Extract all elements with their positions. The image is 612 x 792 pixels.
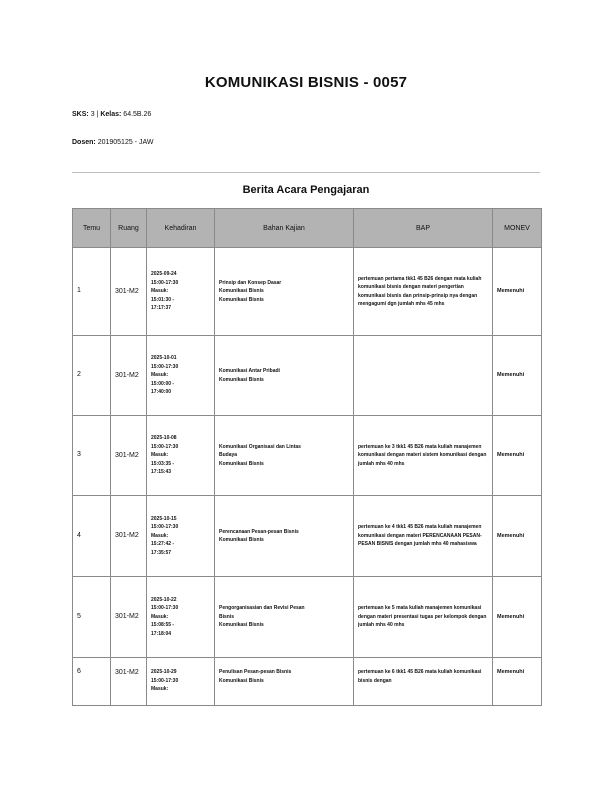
- kehadiran-line: 2025-10-15: [151, 515, 177, 522]
- cell-temu: 5: [73, 577, 111, 658]
- bahan-line: Komunikasi Organisasi dan Lintas: [219, 443, 301, 450]
- dosen-value: 201905125 - JAW: [97, 139, 154, 146]
- header-temu: Temu: [73, 209, 111, 248]
- cell-temu: 4: [73, 496, 111, 577]
- cell-temu: 1: [73, 248, 111, 336]
- cell-kehadiran: [147, 577, 215, 658]
- kehadiran-line: 17:40:00: [151, 389, 172, 396]
- bahan-line: Komunikasi Bisnis: [219, 288, 264, 295]
- cell-temu: 2: [73, 336, 111, 416]
- cell-temu: 6: [73, 658, 111, 706]
- table-row: [73, 336, 542, 416]
- bahan-line: Komunikasi Bisnis: [219, 677, 264, 684]
- cell-kehadiran: [147, 416, 215, 496]
- cell-bap: pertemuan ke 6 tkk1 45 B26 mata kuliah komunikasi bisnis dengan: [354, 658, 493, 706]
- kehadiran-line: 2025-10-01: [151, 355, 177, 362]
- kehadiran-line: Masuk:: [151, 372, 169, 379]
- cell-bap: pertemuan ke 4 tkk1 45 B26 mata kuliah manajemen komunikasi dengan materi PERENCANAAN PESAN-PESAN BISNIS dengan jumlah mhs 40 mahasiswa: [354, 496, 493, 577]
- cell-monev: Memenuhi: [493, 248, 542, 336]
- bahan-line: Budaya: [219, 452, 238, 459]
- kehadiran-line: 15:00-17:30: [151, 279, 179, 286]
- bahan-line: Pengorganisasian dan Revisi Pesan: [219, 605, 305, 612]
- kehadiran-line: Masuk:: [151, 452, 169, 459]
- bahan-line: Perencanaan Pesan-pesan Bisnis: [219, 528, 299, 535]
- cell-monev: Memenuhi: [493, 577, 542, 658]
- kehadiran-line: 17:17:37: [151, 305, 172, 312]
- kehadiran-line: 2025-10-08: [151, 435, 177, 442]
- bahan-line: Komunikasi Bisnis: [219, 296, 264, 303]
- table-row: [73, 658, 542, 706]
- kehadiran-line: 15:00-17:30: [151, 443, 179, 450]
- section-title: Berita Acara Pengajaran: [242, 184, 370, 196]
- kehadiran-line: 15:00-17:30: [151, 605, 179, 612]
- kehadiran-line: Masuk:: [151, 532, 169, 539]
- cell-ruang: 301-M2: [111, 336, 147, 416]
- cell-ruang: 301-M2: [111, 416, 147, 496]
- dosen-label: Dosen:: [72, 139, 96, 146]
- table-row: [73, 577, 542, 658]
- cell-ruang: 301-M2: [111, 248, 147, 336]
- cell-kehadiran: [147, 496, 215, 577]
- cell-monev: Memenuhi: [493, 658, 542, 706]
- bahan-line: Prinsip dan Konsep Dasar: [219, 279, 282, 286]
- kehadiran-line: 15:00-17:30: [151, 524, 179, 531]
- kehadiran-line: Masuk:: [151, 686, 169, 692]
- table-row: [73, 416, 542, 496]
- bahan-line: Komunikasi Bisnis: [219, 622, 264, 629]
- kehadiran-line: 15:00:00 -: [151, 380, 175, 387]
- header-kehadiran: Kehadiran: [147, 209, 215, 248]
- lecturer-meta: [72, 139, 153, 146]
- kelas-label: Kelas:: [100, 111, 122, 118]
- bahan-line: Penulisan Pesan-pesan Bisnis: [219, 669, 292, 675]
- cell-bahan-kajian: [215, 248, 354, 336]
- cell-monev: Memenuhi: [493, 336, 542, 416]
- bahan-line: Komunikasi Bisnis: [219, 460, 264, 467]
- kehadiran-line: 2025-09-24: [151, 271, 177, 278]
- bahan-line: Komunikasi Bisnis: [219, 537, 264, 543]
- bap-table: [72, 208, 542, 706]
- table-header-row: [73, 209, 542, 248]
- kehadiran-line: Masuk:: [151, 613, 169, 620]
- kehadiran-line: 15:03:35 -: [151, 460, 175, 467]
- bahan-line: Bisnis: [219, 613, 235, 620]
- sks-value: 3: [90, 111, 95, 118]
- kehadiran-line: 17:15:43: [151, 469, 172, 476]
- cell-ruang: 301-M2: [111, 577, 147, 658]
- divider: [72, 172, 540, 173]
- kehadiran-line: 15:00-17:30: [151, 677, 179, 684]
- cell-kehadiran: [147, 336, 215, 416]
- cell-monev: Memenuhi: [493, 496, 542, 577]
- header-monev: MONEV: [493, 209, 542, 248]
- cell-bap: pertemuan ke 5 mata kuliah manajemen komunikasi dengan materi presentasi tugas per kelompok dengan jumlah mhs 40 mhs: [354, 577, 493, 658]
- cell-kehadiran: [147, 248, 215, 336]
- cell-bap: pertemuan ke 3 tkk1 45 B26 mata kuliah manajemen komunikasi dengan materi sistem komunikasi dengan jumlah mhs 40 mhs: [354, 416, 493, 496]
- meta-separator: |: [96, 111, 99, 118]
- header-ruang: Ruang: [111, 209, 147, 248]
- kehadiran-line: 17:35:57: [151, 549, 172, 556]
- cell-ruang: 301-M2: [111, 658, 147, 706]
- header-bahan-kajian: Bahan Kajian: [215, 209, 354, 248]
- kehadiran-line: 15:00-17:30: [151, 363, 179, 370]
- cell-bahan-kajian: [215, 577, 354, 658]
- kehadiran-line: 2025-10-29: [151, 669, 177, 675]
- table-row: [73, 248, 542, 336]
- cell-bahan-kajian: [215, 336, 354, 416]
- header-bap: BAP: [354, 209, 493, 248]
- kehadiran-line: 15:08:55 -: [151, 622, 175, 629]
- document-title: KOMUNIKASI BISNIS - 0057: [204, 74, 408, 91]
- kehadiran-line: 2025-10-22: [151, 596, 177, 603]
- bahan-line: Komunikasi Bisnis: [219, 376, 264, 383]
- cell-temu: 3: [73, 416, 111, 496]
- cell-bahan-kajian: [215, 658, 354, 706]
- cell-bap: [354, 336, 493, 416]
- kehadiran-line: Masuk:: [151, 288, 169, 295]
- cell-kehadiran: [147, 658, 215, 706]
- cell-bap: pertemuan pertama tkk1 45 B26 dengan mata kuliah komunikasi bisnis dengan materi pengertian komunikasi bisnis dan prinsip-prinsip nya dengan mengagumi dgn jumlah mhs 45 mhs: [354, 248, 493, 336]
- kehadiran-line: 17:18:04: [151, 630, 172, 637]
- table-row: [73, 496, 542, 577]
- course-meta: [72, 111, 151, 118]
- kehadiran-line: 15:27:42 -: [151, 541, 175, 548]
- kehadiran-line: 15:01:30 -: [151, 296, 175, 303]
- cell-monev: Memenuhi: [493, 416, 542, 496]
- cell-ruang: 301-M2: [111, 496, 147, 577]
- cell-bahan-kajian: [215, 496, 354, 577]
- bahan-line: Komunikasi Antar Pribadi: [219, 368, 280, 374]
- cell-bahan-kajian: [215, 416, 354, 496]
- sks-label: SKS:: [72, 111, 89, 118]
- kelas-value: 64.5B.26: [123, 111, 152, 118]
